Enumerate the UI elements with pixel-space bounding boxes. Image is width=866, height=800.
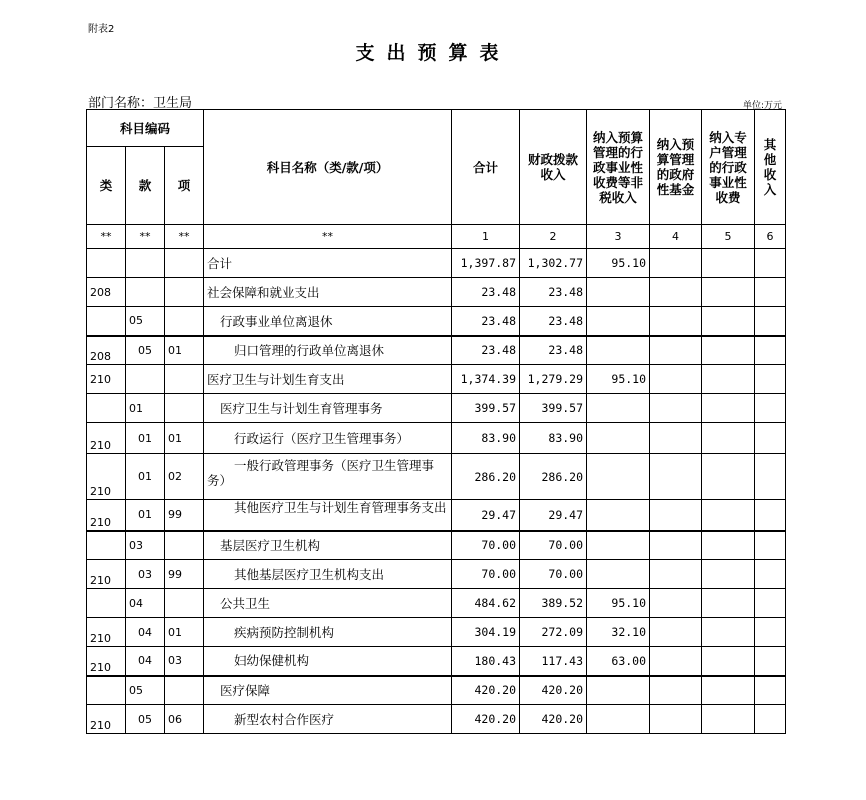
- cell-lei: [87, 676, 126, 705]
- cell-special-admin: [702, 560, 755, 589]
- cell-total: 23.48: [452, 278, 520, 307]
- header-other: 其他收入: [755, 110, 786, 225]
- cell-name: 医疗保障: [204, 676, 452, 705]
- mark-cell: 5: [702, 225, 755, 249]
- cell-kuan: 05: [126, 676, 165, 705]
- cell-other: [755, 249, 786, 278]
- cell-name: 疾病预防控制机构: [204, 618, 452, 647]
- mark-cell: **: [87, 225, 126, 249]
- cell-gov-fund: [650, 647, 702, 676]
- table-row: [87, 394, 786, 423]
- cell-kuan: 01: [126, 500, 165, 531]
- mark-cell: 1: [452, 225, 520, 249]
- mark-cell: **: [204, 225, 452, 249]
- table-row: [87, 560, 786, 589]
- mark-cell: **: [126, 225, 165, 249]
- cell-xiang: [165, 365, 204, 394]
- cell-gov-fund: [650, 307, 702, 336]
- cell-lei: 210: [87, 500, 126, 531]
- cell-gov-fund: [650, 394, 702, 423]
- cell-lei: 210: [87, 647, 126, 676]
- cell-special-admin: [702, 394, 755, 423]
- table-row: [87, 249, 786, 278]
- cell-other: [755, 500, 786, 531]
- cell-name: 基层医疗卫生机构: [204, 531, 452, 560]
- cell-lei: 210: [87, 705, 126, 734]
- cell-fiscal: 1,302.77: [520, 249, 587, 278]
- cell-gov-fund: [650, 249, 702, 278]
- cell-fiscal: 420.20: [520, 676, 587, 705]
- cell-lei: [87, 249, 126, 278]
- cell-other: [755, 307, 786, 336]
- cell-other: [755, 394, 786, 423]
- cell-other: [755, 423, 786, 454]
- cell-special-admin: [702, 618, 755, 647]
- table-row: [87, 531, 786, 560]
- header-budget-admin: 纳入预算管理的行政事业性收费等非税收入: [587, 110, 650, 225]
- cell-gov-fund: [650, 705, 702, 734]
- cell-kuan: 01: [126, 423, 165, 454]
- cell-xiang: [165, 249, 204, 278]
- cell-total: 420.20: [452, 676, 520, 705]
- cell-other: [755, 647, 786, 676]
- cell-xiang: [165, 278, 204, 307]
- cell-budget-admin: [587, 454, 650, 500]
- cell-kuan: 01: [126, 454, 165, 500]
- cell-name: 新型农村合作医疗: [204, 705, 452, 734]
- table-row: [87, 307, 786, 336]
- cell-other: [755, 531, 786, 560]
- cell-kuan: 05: [126, 336, 165, 365]
- cell-lei: [87, 589, 126, 618]
- cell-gov-fund: [650, 365, 702, 394]
- cell-xiang: [165, 531, 204, 560]
- cell-gov-fund: [650, 560, 702, 589]
- mark-cell: **: [165, 225, 204, 249]
- cell-budget-admin: [587, 531, 650, 560]
- cell-special-admin: [702, 705, 755, 734]
- attachment-label: 附表2: [88, 24, 115, 35]
- cell-budget-admin: 95.10: [587, 249, 650, 278]
- cell-special-admin: [702, 454, 755, 500]
- cell-xiang: 99: [165, 560, 204, 589]
- cell-lei: [87, 531, 126, 560]
- cell-xiang: [165, 394, 204, 423]
- cell-xiang: 99: [165, 500, 204, 531]
- cell-kuan: 04: [126, 647, 165, 676]
- cell-fiscal: 70.00: [520, 531, 587, 560]
- cell-kuan: [126, 365, 165, 394]
- cell-total: 420.20: [452, 705, 520, 734]
- header-fiscal: 财政拨款收入: [520, 110, 587, 225]
- cell-other: [755, 454, 786, 500]
- cell-special-admin: [702, 278, 755, 307]
- cell-lei: 208: [87, 278, 126, 307]
- cell-name: 医疗卫生与计划生育支出: [204, 365, 452, 394]
- cell-special-admin: [702, 647, 755, 676]
- cell-budget-admin: [587, 423, 650, 454]
- cell-other: [755, 336, 786, 365]
- table-row: [87, 423, 786, 454]
- mark-cell: 3: [587, 225, 650, 249]
- cell-total: 1,374.39: [452, 365, 520, 394]
- cell-special-admin: [702, 336, 755, 365]
- cell-xiang: 01: [165, 336, 204, 365]
- cell-name: 医疗卫生与计划生育管理事务: [204, 394, 452, 423]
- cell-lei: 208: [87, 336, 126, 365]
- cell-lei: 210: [87, 365, 126, 394]
- cell-fiscal: 23.48: [520, 307, 587, 336]
- cell-special-admin: [702, 249, 755, 278]
- cell-name: 社会保障和就业支出: [204, 278, 452, 307]
- cell-other: [755, 560, 786, 589]
- cell-gov-fund: [650, 423, 702, 454]
- cell-kuan: [126, 249, 165, 278]
- mark-cell: 2: [520, 225, 587, 249]
- cell-lei: [87, 307, 126, 336]
- table-row: [87, 454, 786, 500]
- cell-budget-admin: 63.00: [587, 647, 650, 676]
- cell-total: 399.57: [452, 394, 520, 423]
- cell-other: [755, 365, 786, 394]
- cell-fiscal: 29.47: [520, 500, 587, 531]
- cell-xiang: 03: [165, 647, 204, 676]
- cell-name: 其他基层医疗卫生机构支出: [204, 560, 452, 589]
- cell-name: 行政运行（医疗卫生管理事务）: [204, 423, 452, 454]
- cell-total: 29.47: [452, 500, 520, 531]
- cell-name: 归口管理的行政单位离退休: [204, 336, 452, 365]
- cell-kuan: 05: [126, 705, 165, 734]
- header-gov-fund: 纳入预算管理的政府性基金: [650, 110, 702, 225]
- cell-lei: [87, 394, 126, 423]
- cell-budget-admin: [587, 500, 650, 531]
- table-row: [87, 676, 786, 705]
- cell-lei: 210: [87, 454, 126, 500]
- cell-xiang: [165, 589, 204, 618]
- mark-cell: 4: [650, 225, 702, 249]
- cell-other: [755, 589, 786, 618]
- table-row: [87, 705, 786, 734]
- header-lei: 类: [87, 147, 126, 225]
- cell-name: 妇幼保健机构: [204, 647, 452, 676]
- cell-fiscal: 1,279.29: [520, 365, 587, 394]
- cell-gov-fund: [650, 454, 702, 500]
- cell-kuan: 04: [126, 589, 165, 618]
- cell-name: 其他医疗卫生与计划生育管理事务支出: [204, 500, 452, 531]
- table-row: [87, 618, 786, 647]
- cell-lei: 210: [87, 423, 126, 454]
- department-label: 部门名称：卫生局: [88, 96, 193, 111]
- cell-name: 一般行政管理事务（医疗卫生管理事务）: [204, 454, 452, 500]
- cell-total: 180.43: [452, 647, 520, 676]
- cell-budget-admin: 32.10: [587, 618, 650, 647]
- cell-total: 23.48: [452, 336, 520, 365]
- cell-gov-fund: [650, 500, 702, 531]
- cell-budget-admin: [587, 676, 650, 705]
- cell-special-admin: [702, 500, 755, 531]
- cell-xiang: 01: [165, 423, 204, 454]
- header-xiang: 项: [165, 147, 204, 225]
- cell-fiscal: 70.00: [520, 560, 587, 589]
- cell-kuan: 03: [126, 560, 165, 589]
- cell-gov-fund: [650, 676, 702, 705]
- cell-special-admin: [702, 307, 755, 336]
- cell-total: 484.62: [452, 589, 520, 618]
- header-special-admin: 纳入专户管理的行政事业性收费: [702, 110, 755, 225]
- cell-fiscal: 389.52: [520, 589, 587, 618]
- budget-table: [86, 109, 786, 734]
- cell-other: [755, 278, 786, 307]
- cell-kuan: [126, 278, 165, 307]
- unit-label: 单位:万元: [742, 101, 782, 111]
- cell-total: 70.00: [452, 531, 520, 560]
- cell-special-admin: [702, 589, 755, 618]
- cell-fiscal: 399.57: [520, 394, 587, 423]
- cell-budget-admin: [587, 307, 650, 336]
- mark-cell: 6: [755, 225, 786, 249]
- cell-name: 公共卫生: [204, 589, 452, 618]
- cell-budget-admin: 95.10: [587, 365, 650, 394]
- cell-name: 合计: [204, 249, 452, 278]
- cell-kuan: 03: [126, 531, 165, 560]
- cell-kuan: 04: [126, 618, 165, 647]
- cell-gov-fund: [650, 336, 702, 365]
- cell-fiscal: 83.90: [520, 423, 587, 454]
- table-row: [87, 500, 786, 531]
- cell-kuan: 01: [126, 394, 165, 423]
- header-subject-name: 科目名称（类/款/项）: [204, 110, 452, 225]
- cell-budget-admin: [587, 336, 650, 365]
- table-row: [87, 365, 786, 394]
- page-title: 支出预算表: [355, 42, 511, 64]
- cell-kuan: 05: [126, 307, 165, 336]
- header-kuan: 款: [126, 147, 165, 225]
- cell-total: 286.20: [452, 454, 520, 500]
- cell-other: [755, 618, 786, 647]
- cell-xiang: 02: [165, 454, 204, 500]
- cell-budget-admin: [587, 560, 650, 589]
- cell-gov-fund: [650, 618, 702, 647]
- cell-gov-fund: [650, 531, 702, 560]
- cell-other: [755, 705, 786, 734]
- cell-gov-fund: [650, 278, 702, 307]
- cell-special-admin: [702, 531, 755, 560]
- table-row: [87, 336, 786, 365]
- cell-total: 1,397.87: [452, 249, 520, 278]
- cell-budget-admin: 95.10: [587, 589, 650, 618]
- cell-gov-fund: [650, 589, 702, 618]
- cell-total: 23.48: [452, 307, 520, 336]
- cell-xiang: 01: [165, 618, 204, 647]
- cell-lei: 210: [87, 618, 126, 647]
- cell-fiscal: 286.20: [520, 454, 587, 500]
- cell-total: 304.19: [452, 618, 520, 647]
- cell-special-admin: [702, 365, 755, 394]
- cell-xiang: 06: [165, 705, 204, 734]
- cell-fiscal: 23.48: [520, 336, 587, 365]
- cell-other: [755, 676, 786, 705]
- cell-special-admin: [702, 423, 755, 454]
- header-total: 合计: [452, 110, 520, 225]
- cell-budget-admin: [587, 705, 650, 734]
- cell-budget-admin: [587, 394, 650, 423]
- cell-fiscal: 23.48: [520, 278, 587, 307]
- cell-fiscal: 272.09: [520, 618, 587, 647]
- cell-xiang: [165, 676, 204, 705]
- header-subject-code: 科目编码: [87, 110, 204, 147]
- table-row: [87, 278, 786, 307]
- cell-special-admin: [702, 676, 755, 705]
- cell-name: 行政事业单位离退休: [204, 307, 452, 336]
- cell-fiscal: 117.43: [520, 647, 587, 676]
- cell-fiscal: 420.20: [520, 705, 587, 734]
- table-row: [87, 647, 786, 676]
- cell-total: 70.00: [452, 560, 520, 589]
- cell-lei: 210: [87, 560, 126, 589]
- table-row: [87, 589, 786, 618]
- cell-total: 83.90: [452, 423, 520, 454]
- cell-budget-admin: [587, 278, 650, 307]
- cell-xiang: [165, 307, 204, 336]
